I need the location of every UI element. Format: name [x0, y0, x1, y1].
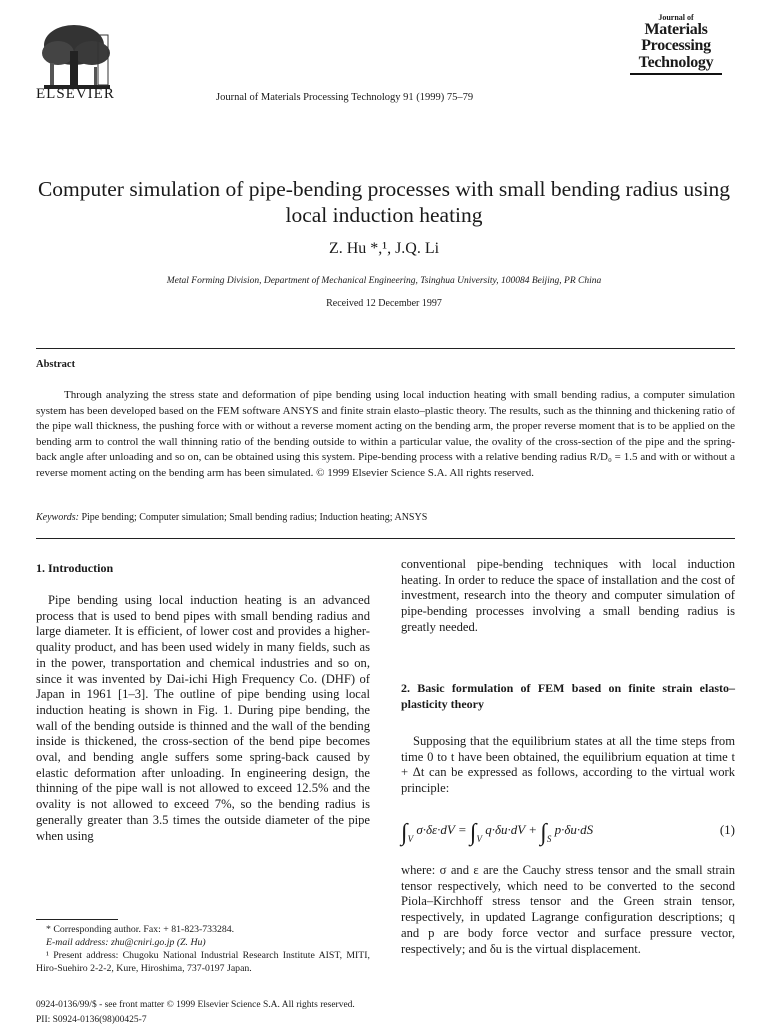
issn-line: 0924-0136/99/$ - see front matter © 1999 Elsevier Science S.A. All rights reserved. [36, 1000, 355, 1010]
journal-logo-rule [630, 73, 722, 75]
section-2-text: Supposing that the equilibrium states at all the time steps from time 0 to t have been obtained, the equilibrium equation at time t + Δt can be expressed as follows, according to the virtual work principle: [401, 734, 735, 796]
pii-line: PII: S0924-0136(98)00425-7 [36, 1015, 147, 1025]
intro-paragraph [36, 593, 370, 844]
footnote-rule [36, 919, 118, 920]
equation-number: (1) [719, 822, 735, 837]
section-1-title: 1. Introduction [36, 561, 114, 575]
section-2-title: 2. Basic formulation of FEM based on finite strain elasto–plasticity theory [401, 681, 735, 711]
footnote-corresponding: * Corresponding author. Fax: + 81-823-733284. [46, 924, 235, 935]
intro-continuation-text: conventional pipe-bending techniques with local induction heating. In order to reduce the space of installation and the cost of investment, research into the theory and computer simulation of pipe-bending processes involving a small bending radius is greatly needed. [401, 557, 735, 634]
section-2-heading [401, 681, 735, 712]
intro-text: Pipe bending using local induction heating is an advanced process that is used to bend pipes with small bending radius and large diameter. It is efficient, of lower cost and provides a higher-quality product, and has been used widely in many fields, such as in the power, transportation and chemical industries and so on, since it was invented by Dai-ichi High Frequency Co. (DHF) of Japan in 1961 [1–3]. The outline of pipe bending using local induction heating is shown in Fig. 1. During pipe bending, the wall of the bending outside is thinned and the wall of the bending inside is thickened, the cross-section of the bend pipe becomes oval, and bending angle suffers some spring-back caused by elastic deformation after unloading. In engineering design, the thinning of the pipe wall is not allowed to exceed 12.5% and the ovality is not allowed to exceed 7%, so the bending radius is generally greater than 3.5 times the outside diameter of the pipe when using [36, 593, 370, 843]
journal-logo-box [630, 14, 722, 75]
journal-name-line-2: Processing [641, 37, 711, 55]
section-2-paragraph [401, 734, 735, 797]
journal-name-line-1: Materials [644, 21, 708, 39]
footnote-present-address: ¹ Present address: Chugoku National Industrial Research Institute AIST, MITI, Hiro-Suehiro 2-2-2, Kure, Hiroshima, 737-0197 Japan. [36, 950, 370, 974]
abstract-heading: Abstract [36, 359, 76, 370]
section-1-heading [36, 561, 370, 577]
abstract-text: Through analyzing the stress state and deformation of pipe bending using local induction heating with small bending radius, a computer simulation system has been developed based on the FEM software ANSYS and finite strain elasto–plastic theory. The results, such as the thinning and thickening ratio of the pipe wall thickness, the pushing force with or without a reverse moment acting on the bending arm, the proper reverse moment that is to be applied on the bending arm to control the wall thinning ratio of the bending outside to within a particular value, the ovality of the cross-section of the pipe and the spring-back angle after unloading and so on, can be obtained using this system. Pipe-bending process with a relative bending radius R/D₀ = 1.5 and with or without a reverse moment acting on the bending arm has been simulated. © 1999 Elsevier Science S.A. All rights reserved. [36, 389, 735, 479]
keywords-line [36, 512, 735, 523]
equation-explanation-text: where: σ and ε are the Cauchy stress tensor and the small strain tensor respectively, which need to be converted to the second Piola–Kirchhoff stress tensor and the Green strain tensor, respectively, in updated Lagrange configuration descriptions; q and p are body force vector and surface pressure vector, respectively; and δu is the virtual displacement. [401, 863, 735, 956]
keywords-list: Pipe bending; Computer simulation; Small bending radius; Induction heating; ANSYS [81, 512, 428, 523]
journal-citation: Journal of Materials Processing Technology 91 (1999) 75–79 [216, 92, 474, 103]
keywords-label: Keywords: [36, 512, 79, 523]
paper-title: Computer simulation of pipe-bending processes with small bending radius using local induction heating [37, 177, 731, 227]
publisher-name: ELSEVIER [36, 86, 115, 102]
journal-of-label: Journal of [658, 13, 694, 22]
equation-body: $\int_V$ $\sigma\cdot\delta\varepsilon\cdot dV = \int_V$ $q\cdot\delta u\cdot dV + \int_S$ p·δu·dS [401, 820, 594, 846]
journal-name-line-3: Technology [638, 53, 714, 71]
equation-1 [401, 812, 735, 852]
abstract-bottom-rule [36, 538, 735, 539]
author-affiliation: Metal Forming Division, Department of Mechanical Engineering, Tsinghua University, 100084 Beijing, PR China [166, 276, 602, 286]
received-date: Received 12 December 1997 [326, 298, 442, 309]
footnote-email: E-mail address: zhu@cniri.go.jp (Z. Hu) [46, 937, 206, 948]
footnotes [36, 923, 370, 975]
paper-authors: Z. Hu *,¹, J.Q. Li [328, 240, 440, 257]
abstract-top-rule [36, 348, 735, 349]
equation-explanation [401, 863, 735, 957]
intro-continuation [401, 557, 735, 636]
